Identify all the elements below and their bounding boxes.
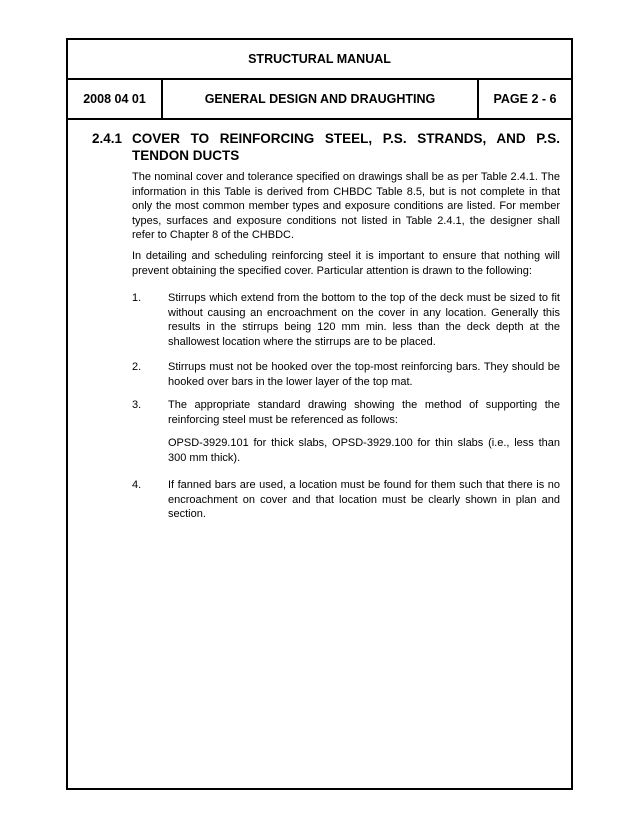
page-body — [68, 120, 571, 788]
list-item-text: The appropriate standard drawing showing the method of supporting the reinforcing steel must be referenced as follows: — [168, 399, 560, 426]
chapter-subject: GENERAL DESIGN AND DRAUGHTING — [163, 80, 479, 118]
list-item-text: Stirrups which extend from the bottom to the top of the deck must be sized to fit without causing an encroachment on the cover in any location. Generally this results in the stirrups being 120 mm min. less than the deck depth at the shallowest location where the stirrups are to be placed. — [168, 292, 560, 348]
paragraph-detailing: In detailing and scheduling reinforcing steel it is important to ensure that nothing will prevent obtaining the specified cover. Particular attention is drawn to the following: — [132, 250, 560, 277]
list-item-number: 3. — [132, 399, 142, 411]
page-frame — [66, 38, 573, 790]
list-item-text: Stirrups must not be hooked over the top-most reinforcing bars. They should be hooked over bars in the lower layer of the top mat. — [168, 361, 560, 388]
standard-drawing-reference: OPSD-3929.101 for thick slabs, OPSD-3929.100 for thin slabs (i.e., less than 300 mm thick). — [168, 437, 560, 464]
header-row — [68, 80, 571, 120]
paragraph-cover-tolerance: The nominal cover and tolerance specified on drawings shall be as per Table 2.4.1. The information in this Table is derived from CHBDC Table 8.5, but is not complete in that only the most common member types and exposure conditions are listed. For member types, surfaces and exposure conditions not listed in Table 2.4.1, the designer shall refer to Chapter 8 of the CHBDC. — [132, 171, 560, 241]
list-item-number: 1. — [132, 292, 142, 304]
revision-date: 2008 04 01 — [68, 80, 163, 118]
list-item-number: 4. — [132, 479, 142, 491]
section-number: 2.4.1 — [92, 131, 123, 146]
manual-title: STRUCTURAL MANUAL — [68, 40, 571, 80]
list-item-number: 2. — [132, 361, 142, 373]
section-title: COVER TO REINFORCING STEEL, P.S. STRANDS, AND P.S. TENDON DUCTS — [132, 131, 560, 163]
page-number: PAGE 2 - 6 — [493, 92, 557, 106]
list-item-text: If fanned bars are used, a location must be found for them such that there is no encroachment on cover and that location must be clearly shown in plan and section. — [168, 479, 560, 520]
